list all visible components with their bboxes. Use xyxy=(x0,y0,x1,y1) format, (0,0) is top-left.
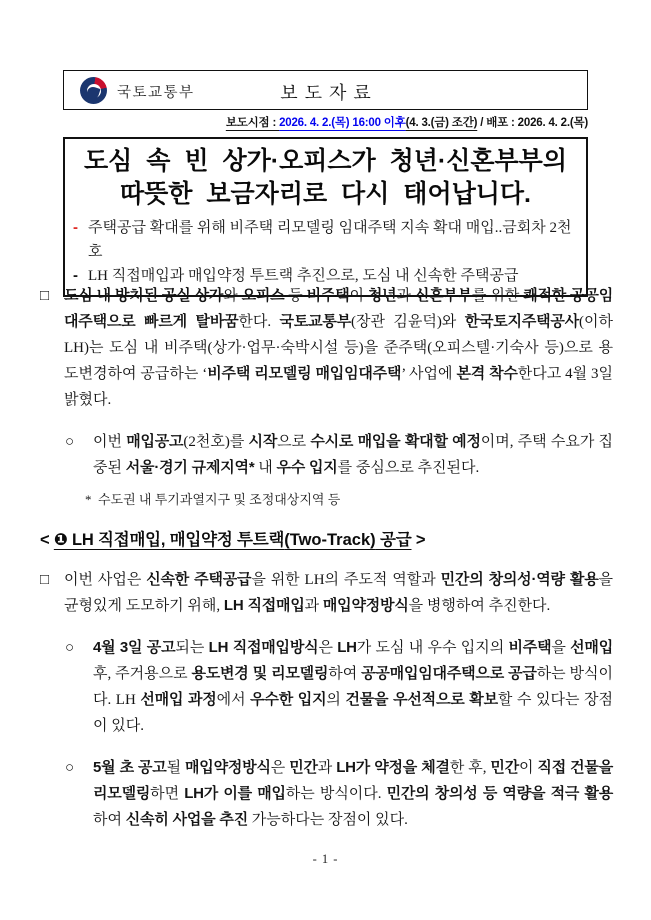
text-segment: (이하 LH)는 도심 내 비주택(상가·업무·숙박시설 등)을 준주택(오피스텔·기숙사 등)으로 용도변경하여 공급하는 ‘ xyxy=(64,314,613,382)
paragraph-text xyxy=(40,528,613,553)
headline-line-1: 도심 속 빈 상가·오피스가 청년·신혼부부의 xyxy=(84,147,567,175)
text-segment: (4. 3.(금) 조간) xyxy=(405,117,478,129)
page-number: - 1 - xyxy=(312,852,339,866)
text-segment: 하면 xyxy=(150,786,185,802)
paragraph xyxy=(40,755,613,833)
header-box xyxy=(63,70,588,110)
text-segment: 쾌적한 공공임대주택으로 빠르게 탈바꿈 xyxy=(64,287,613,330)
headline-subpoint xyxy=(73,216,578,264)
paragraph xyxy=(40,283,613,413)
text-segment: 을 병행하여 추진한다. xyxy=(408,598,551,614)
text-segment: ❶ LH 직접매입, 매입약정 투트랙 xyxy=(53,531,285,549)
text-segment: 서울·경기 규제지역* xyxy=(125,459,255,476)
text-segment: 하여 xyxy=(328,666,362,682)
text-segment: (2천호)를 xyxy=(183,434,249,450)
text-segment: 보도시점 : xyxy=(225,117,280,129)
paragraph xyxy=(40,429,613,481)
section-heading xyxy=(40,528,613,553)
paragraph-text xyxy=(93,635,613,739)
subpoint-text: LH 직접매입과 매입약정 투트랙 추진으로, 도심 내 신속한 주택공급 xyxy=(88,268,519,284)
text-segment: 우수한 입지 xyxy=(250,691,327,708)
text-segment: 직접 건물을 리모델링 xyxy=(93,759,614,802)
text-segment: 비주택 리모델링 매입임대주택 xyxy=(207,365,402,382)
text-segment: 이 xyxy=(519,760,538,776)
text-segment: 건물을 우선적으로 확보 xyxy=(345,691,498,708)
text-segment: 오피스 xyxy=(241,287,285,304)
text-segment: LH 직접매입방식 xyxy=(208,639,319,656)
paragraph-text xyxy=(64,567,613,619)
text-segment: 한다. xyxy=(238,314,280,330)
text-segment: 도심 내 방치된 공실 상가 xyxy=(64,287,224,304)
text-segment: 우수 입지 xyxy=(276,459,338,476)
text-segment: 과 xyxy=(317,760,337,776)
text-segment: 가능하다는 장점이 있다. xyxy=(248,812,408,828)
text-segment: 공급 xyxy=(375,531,412,549)
headline-line-2: 따뜻한 보금자리로 다시 태어납니다. xyxy=(119,180,532,208)
text-segment: 을 xyxy=(551,640,571,656)
text-segment: 를 중심으로 추진된다. xyxy=(337,460,480,476)
list-marker: ○ xyxy=(65,434,75,450)
text-segment: 선매입 xyxy=(570,639,613,656)
text-segment: 비주택 xyxy=(306,287,350,304)
text-segment: LH가 약정을 체결 xyxy=(336,759,450,776)
text-segment: 되는 xyxy=(175,640,209,656)
text-segment: 매입약정방식 xyxy=(322,597,409,614)
text-segment: 신속한 주택공급 xyxy=(146,571,252,588)
text-segment: 은 xyxy=(270,760,290,776)
headline-box xyxy=(63,137,588,297)
text-segment: (장관 김윤덕)와 xyxy=(350,314,465,330)
text-segment: 국토교통부 xyxy=(279,313,351,330)
text-segment: 수시로 매입을 확대할 예정 xyxy=(310,433,481,450)
list-marker: * xyxy=(85,492,92,507)
paragraph-text xyxy=(98,490,613,509)
text-segment: 될 xyxy=(166,760,186,776)
text-segment: 에서 xyxy=(216,692,251,708)
list-marker: ○ xyxy=(65,760,75,776)
text-segment: 용도변경 및 리모델링 xyxy=(191,665,329,682)
document-type-label: 보도자료 xyxy=(280,83,378,103)
text-segment: LH xyxy=(337,639,357,656)
document-body xyxy=(40,283,613,833)
text-segment: 민간의 창의성·역량 활용 xyxy=(440,571,599,588)
text-segment: 본격 착수 xyxy=(456,365,518,382)
subpoint-text: 주택공급 확대를 위해 비주택 리모델링 임대주택 지속 확대 매입..금회차 2천호 xyxy=(88,220,572,260)
footnote xyxy=(40,490,613,509)
text-segment: 매입공고 xyxy=(126,433,184,450)
text-segment: (Two-Track) xyxy=(284,531,376,549)
text-segment: 민간 xyxy=(490,759,519,776)
text-segment: 과 xyxy=(396,288,415,304)
text-segment: 후, 주거용으로 xyxy=(93,666,192,682)
text-segment: 이 xyxy=(349,288,368,304)
dash-marker: - xyxy=(73,267,78,284)
text-segment: 민간의 창의성 등 역량을 적극 활용 xyxy=(386,785,613,802)
text-segment: 5월 초 공고 xyxy=(93,759,167,776)
text-segment: 를 위한 xyxy=(472,288,524,304)
headline-subpoints xyxy=(73,216,578,288)
text-segment: 의 xyxy=(326,692,346,708)
text-segment: > xyxy=(411,531,426,549)
text-segment: 이번 xyxy=(93,434,127,450)
release-timing-line xyxy=(63,114,588,130)
text-segment: LH 직접매입 xyxy=(223,597,305,614)
text-segment: 할 수 있다는 장점이 있다. xyxy=(93,692,613,734)
text-segment: 과 xyxy=(304,598,323,614)
text-segment: 한 후, xyxy=(449,760,491,776)
text-segment: 선매입 과정 xyxy=(140,691,217,708)
text-segment: 신혼부부 xyxy=(414,287,472,304)
text-segment: 매입약정방식 xyxy=(185,759,271,776)
text-segment: 비주택 xyxy=(508,639,552,656)
text-segment: 청년 xyxy=(367,287,397,304)
text-segment: 하는 방식이다. xyxy=(285,786,387,802)
paragraph-text xyxy=(93,755,613,833)
text-segment: 하는 방식이다. LH xyxy=(93,666,613,708)
text-segment: 수도권 내 투기과열지구 및 조정대상지역 등 xyxy=(98,492,341,507)
text-segment: 이번 사업은 xyxy=(64,572,147,588)
text-segment: 등 xyxy=(284,288,307,304)
text-segment: 한국토지주택공사 xyxy=(464,313,580,330)
paragraph-text xyxy=(64,283,613,413)
text-segment: 은 xyxy=(318,640,338,656)
text-segment: 신속히 사업을 추진 xyxy=(125,811,248,828)
text-segment: / 배포 : 2026. 4. 2.(목) xyxy=(477,117,588,129)
paragraph-text xyxy=(93,429,613,481)
text-segment: 민간 xyxy=(289,759,318,776)
text-segment: 을 균형있게 도모하기 위해, xyxy=(64,572,613,614)
text-segment: 가 도심 내 우수 입지의 xyxy=(356,640,509,656)
text-segment: 2026. 4. 2.(목) 16:00 이후 xyxy=(279,117,406,129)
list-marker: □ xyxy=(40,288,50,304)
paragraph xyxy=(40,635,613,739)
text-segment: 4월 3일 공고 xyxy=(93,639,176,656)
text-segment: 내 xyxy=(254,460,277,476)
list-marker: □ xyxy=(40,572,50,588)
ministry-name: 국토교통부 xyxy=(117,85,195,101)
text-segment: LH가 이를 매입 xyxy=(184,785,286,802)
government-emblem-icon xyxy=(80,77,107,104)
text-segment: 하여 xyxy=(93,812,126,828)
emblem-core xyxy=(85,85,100,100)
text-segment: 공공매입임대주택으로 공급 xyxy=(361,665,537,682)
paragraph xyxy=(40,567,613,619)
dash-marker: - xyxy=(73,219,78,236)
text-segment: 한다고 4월 3일 밝혔다. xyxy=(64,366,614,408)
text-segment: 시작 xyxy=(248,433,278,450)
text-segment: 이며, 주택 수요가 집중된 xyxy=(93,434,614,476)
text-segment: 와 xyxy=(223,288,242,304)
list-marker: ○ xyxy=(65,640,75,656)
text-segment: ’ 사업에 xyxy=(401,366,457,382)
text-segment: 으로 xyxy=(277,434,311,450)
text-segment: 을 위한 LH의 주도적 역할과 xyxy=(251,572,441,588)
text-segment: < xyxy=(40,531,54,549)
